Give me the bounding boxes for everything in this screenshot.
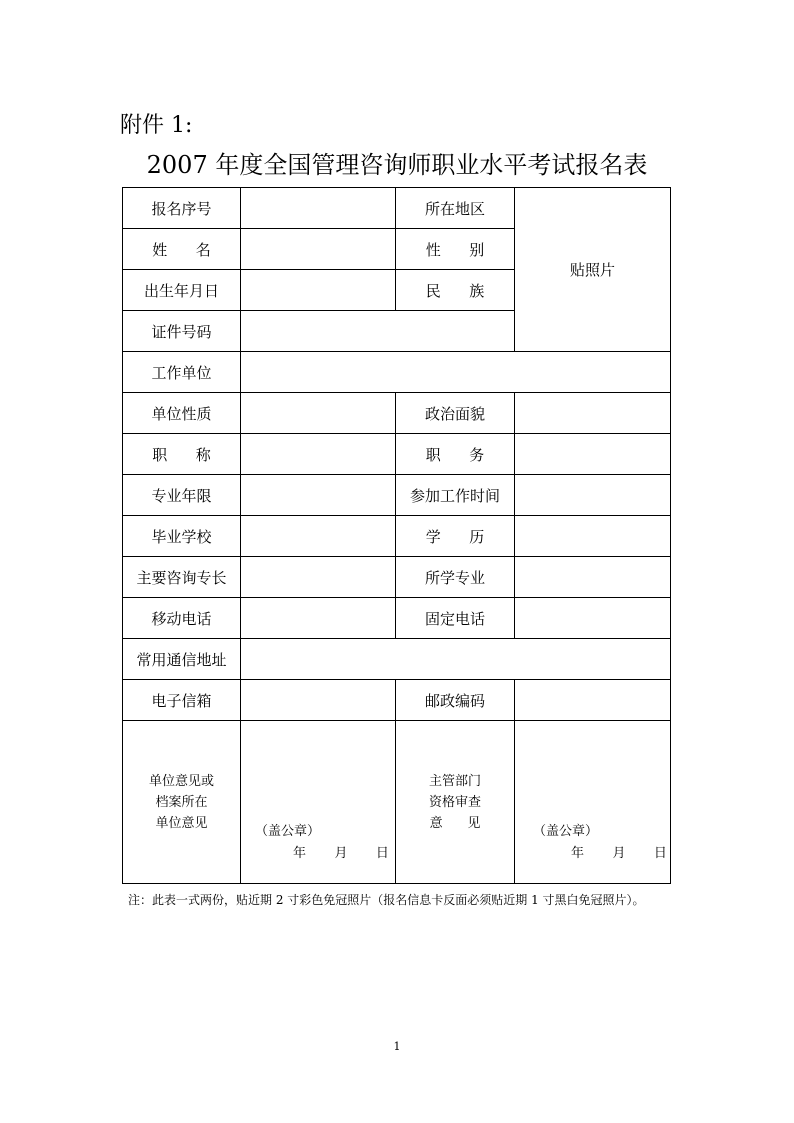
address-label: 常用通信地址: [123, 639, 241, 680]
political-label: 政治面貌: [396, 393, 515, 434]
major-cell[interactable]: [515, 557, 671, 598]
gender-label: 性 别: [396, 229, 515, 270]
registration-form-table: [122, 187, 671, 884]
region-label: 所在地区: [396, 188, 515, 229]
position-cell[interactable]: [515, 434, 671, 475]
email-label: 电子信箱: [123, 680, 241, 721]
postcode-cell[interactable]: [515, 680, 671, 721]
employer-type-cell[interactable]: [241, 393, 396, 434]
page-number: 1: [393, 1040, 401, 1053]
birth-label: 出生年月日: [123, 270, 241, 311]
reg-no-label: 报名序号: [123, 188, 241, 229]
authority-seal-text: （盖公章）: [533, 824, 599, 839]
position-label: 职 务: [396, 434, 515, 475]
specialty-cell[interactable]: [241, 557, 396, 598]
years-cell[interactable]: [241, 475, 396, 516]
specialty-label: 主要咨询专长: [123, 557, 241, 598]
birth-cell[interactable]: [241, 270, 396, 311]
form-title: 2007 年度全国管理咨询师职业水平考试报名表: [146, 151, 648, 179]
authority-opinion-label: 主管部门 资格审查 意 见: [396, 721, 515, 884]
email-cell[interactable]: [241, 680, 396, 721]
id-no-cell[interactable]: [241, 311, 515, 352]
authority-seal-cell[interactable]: [515, 721, 671, 884]
landline-label: 固定电话: [396, 598, 515, 639]
school-label: 毕业学校: [123, 516, 241, 557]
name-label: 姓 名: [123, 229, 241, 270]
address-cell[interactable]: [241, 639, 671, 680]
photo-label: 贴照片: [569, 261, 615, 279]
reg-no-cell[interactable]: [241, 188, 396, 229]
id-no-label: 证件号码: [123, 311, 241, 352]
work-start-cell[interactable]: [515, 475, 671, 516]
employer-type-label: 单位性质: [123, 393, 241, 434]
postcode-label: 邮政编码: [396, 680, 515, 721]
employer-seal-date: 年 月 日: [293, 846, 391, 861]
major-label: 所学专业: [396, 557, 515, 598]
footnote: 注：此表一式两份，贴近期 2 寸彩色免冠照片（报名信息卡反面必须贴近期 1 寸黑白免冠照片）。: [128, 893, 645, 907]
name-cell[interactable]: [241, 229, 396, 270]
attachment-label: 附件 1:: [120, 113, 193, 138]
employer-opinion-label: 单位意见或 档案所在 单位意见: [123, 721, 241, 884]
authority-seal-date: 年 月 日: [571, 846, 669, 861]
years-label: 专业年限: [123, 475, 241, 516]
work-start-label: 参加工作时间: [396, 475, 515, 516]
landline-cell[interactable]: [515, 598, 671, 639]
title-label: 职 称: [123, 434, 241, 475]
photo-cell[interactable]: [515, 188, 671, 352]
education-label: 学 历: [396, 516, 515, 557]
education-cell[interactable]: [515, 516, 671, 557]
employer-seal-text: （盖公章）: [255, 824, 321, 839]
title-cell[interactable]: [241, 434, 396, 475]
employer-seal-cell[interactable]: [241, 721, 396, 884]
school-cell[interactable]: [241, 516, 396, 557]
mobile-cell[interactable]: [241, 598, 396, 639]
mobile-label: 移动电话: [123, 598, 241, 639]
employer-label: 工作单位: [123, 352, 241, 393]
employer-cell[interactable]: [241, 352, 671, 393]
political-cell[interactable]: [515, 393, 671, 434]
ethnicity-label: 民 族: [396, 270, 515, 311]
